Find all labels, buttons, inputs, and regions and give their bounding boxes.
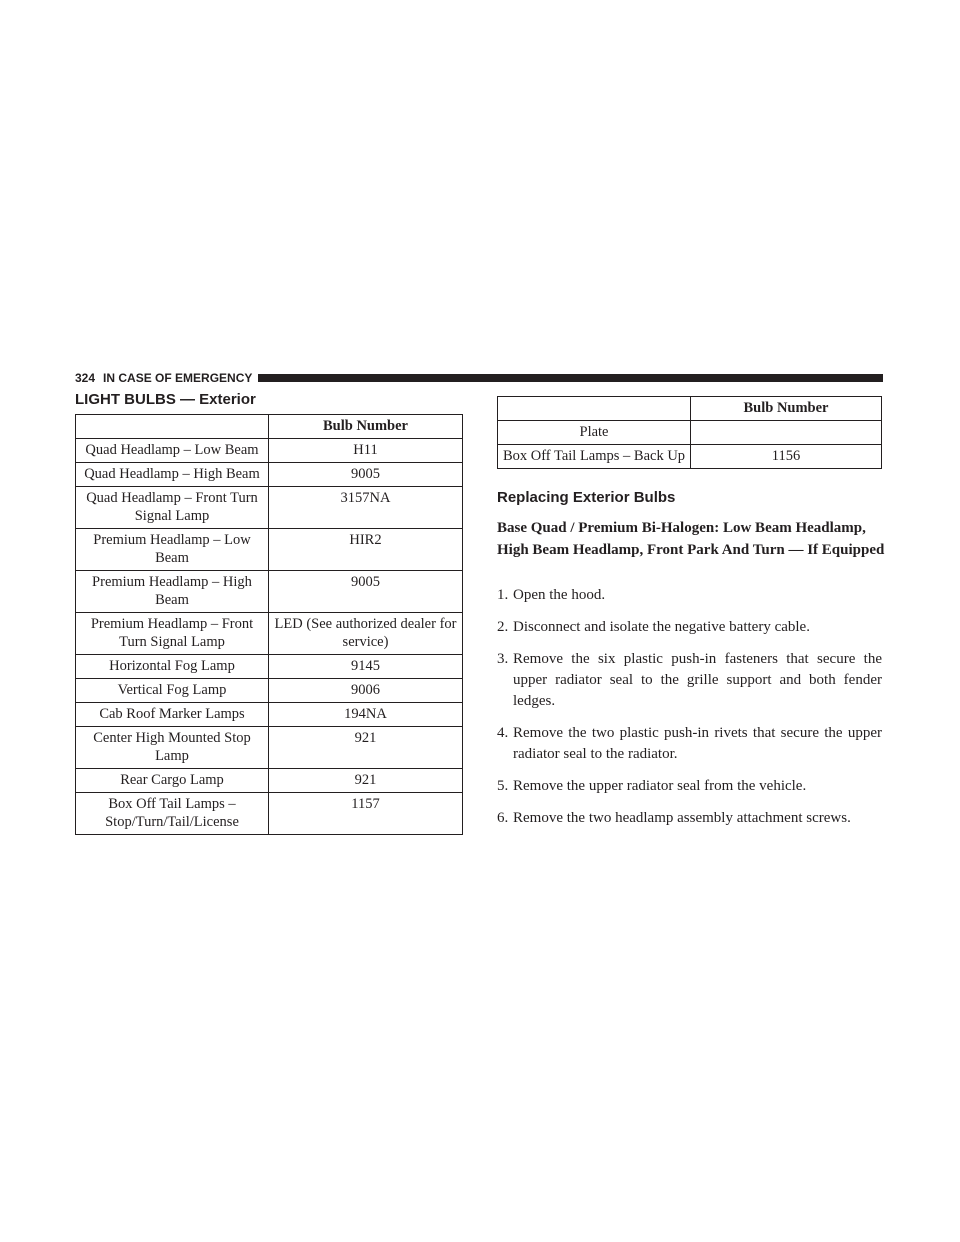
lamp-name: Vertical Fog Lamp [76,679,269,703]
lamp-name: Quad Headlamp – Front Turn Signal Lamp [76,487,269,529]
light-bulbs-table [75,414,463,835]
column-header-bulb-number: Bulb Number [691,397,882,421]
header-rule [258,374,883,382]
section-title: IN CASE OF EMERGENCY [103,371,253,385]
step-text: Open the hood. [513,587,606,603]
column-header-name [76,415,269,439]
lamp-name: Premium Headlamp – Low Beam [76,529,269,571]
lamp-name: Plate [498,421,691,445]
list-item [497,585,882,606]
light-bulbs-heading: LIGHT BULBS — Exterior [75,391,256,408]
table-row [76,487,463,529]
bulb-number: 9005 [269,463,463,487]
step-text: Disconnect and isolate the negative battery cable. [513,619,810,635]
page-number: 324 [75,371,96,385]
table-row [76,793,463,835]
lamp-name: Center High Mounted Stop Lamp [76,727,269,769]
step-number: 5. [497,778,509,794]
list-item [497,808,882,829]
list-item [497,617,882,638]
bulb-number: 9005 [269,571,463,613]
table-row [76,463,463,487]
table-row [76,769,463,793]
table-row [76,727,463,769]
bulb-number: 9145 [269,655,463,679]
lamp-name: Horizontal Fog Lamp [76,655,269,679]
step-number: 4. [497,725,509,741]
lamp-name: Quad Headlamp – High Beam [76,463,269,487]
list-item [497,649,882,712]
table-header-row [76,415,463,439]
replacing-exterior-bulbs-heading: Replacing Exterior Bulbs [497,489,676,506]
bulb-number [691,421,882,445]
lamp-name: Quad Headlamp – Low Beam [76,439,269,463]
lamp-name: Rear Cargo Lamp [76,769,269,793]
lamp-name: Premium Headlamp – High Beam [76,571,269,613]
procedure-subheading: Base Quad / Premium Bi-Halogen: Low Beam Headlamp, High Beam Headlamp, Front Park And Turn — If Equipped [497,520,885,558]
table-row [76,655,463,679]
bulb-number: LED (See authorized dealer for service) [269,613,463,655]
step-text: Remove the two plastic push-in rivets that secure the upper radiator seal to the radiator. [513,725,882,762]
lamp-name: Box Off Tail Lamps – Back Up [498,445,691,469]
table-row [498,445,882,469]
bulb-number: 1156 [691,445,882,469]
bulb-number: 9006 [269,679,463,703]
table-row [76,679,463,703]
bulb-number: 921 [269,769,463,793]
lamp-name: Box Off Tail Lamps – Stop/Turn/Tail/License [76,793,269,835]
step-number: 1. [497,587,509,603]
list-item [497,723,882,765]
table-row [76,571,463,613]
step-number: 3. [497,651,509,667]
step-text: Remove the two headlamp assembly attachment screws. [513,810,851,826]
bulb-number: 1157 [269,793,463,835]
table-header-row [498,397,882,421]
column-header-name [498,397,691,421]
bulb-number: 3157NA [269,487,463,529]
lamp-name: Premium Headlamp – Front Turn Signal Lamp [76,613,269,655]
table-row [76,529,463,571]
light-bulbs-table-continued [497,396,882,469]
table-row [76,613,463,655]
bulb-number: H11 [269,439,463,463]
bulb-number: 194NA [269,703,463,727]
column-header-bulb-number: Bulb Number [269,415,463,439]
bulb-number: HIR2 [269,529,463,571]
lamp-name: Cab Roof Marker Lamps [76,703,269,727]
step-number: 2. [497,619,509,635]
table-row [76,703,463,727]
page-header [75,370,883,386]
table-row [498,421,882,445]
bulb-number: 921 [269,727,463,769]
procedure-steps [497,585,882,840]
step-text: Remove the six plastic push-in fasteners that secure the upper radiator seal to the grille support and both fender ledges. [513,651,882,709]
list-item [497,776,882,797]
table-row [76,439,463,463]
step-text: Remove the upper radiator seal from the vehicle. [513,778,807,794]
step-number: 6. [497,810,509,826]
